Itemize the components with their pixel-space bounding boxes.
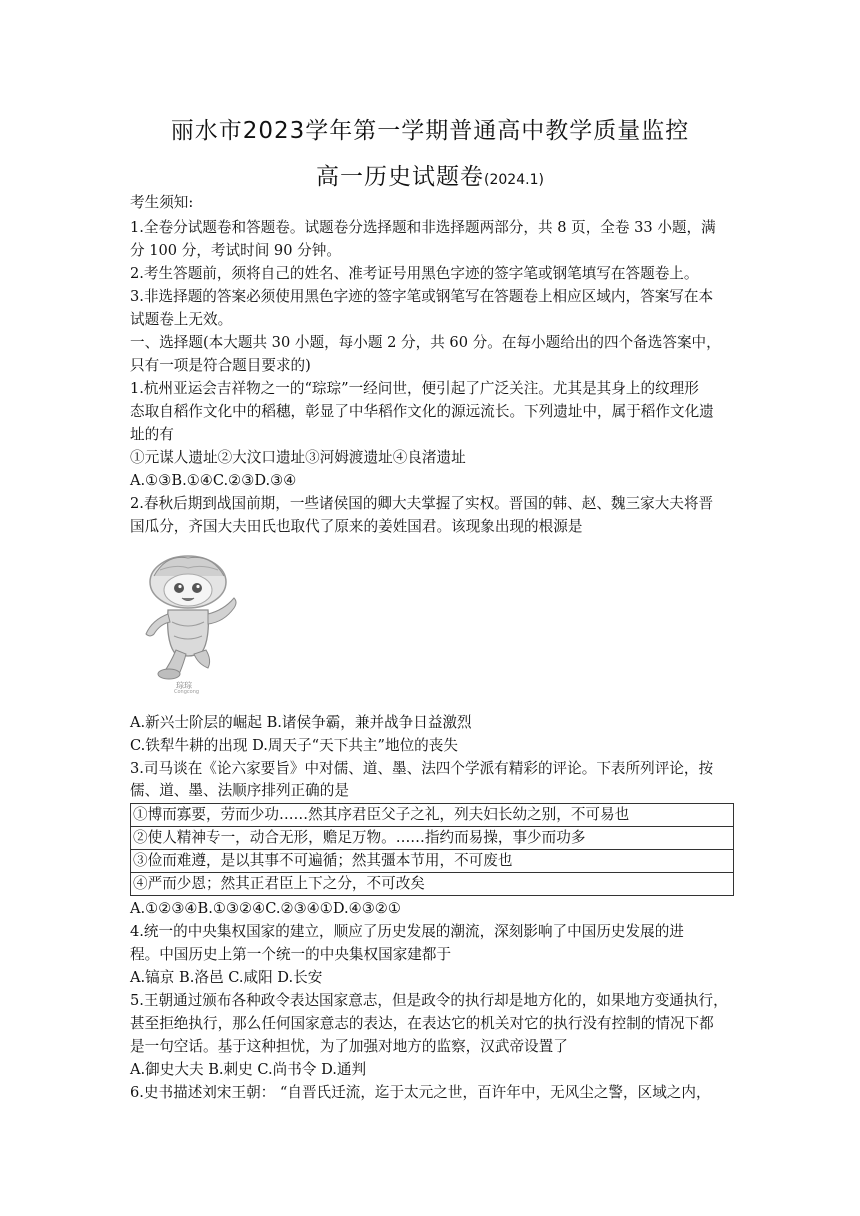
section-heading: 只有一项是符合题目要求的) [130,357,311,374]
notice-line: 1.全卷分试题卷和答题卷。试题卷分选择题和非选择题两部分，共 8 页，全卷 33 小题，满 [130,219,716,236]
q4-stem: 4.统一的中央集权国家的建立，顺应了历史发展的潮流，深刻影响了中国历史发展的进 [130,923,684,940]
table-row [131,827,734,850]
mascot-illustration [136,548,246,696]
table-cell: ③俭而难遵，是以其事不可遍循；然其彊本节用，不可废也 [131,850,734,873]
exam-date: (2024.1) [484,172,544,188]
q2-stem: 国瓜分，齐国大夫田氏也取代了原来的姜姓国君。该现象出现的根源是 [130,518,583,535]
q3-stem: 3.司马谈在《论六家要旨》中对儒、道、墨、法四个学派有精彩的评论。下表所列评论，按 [130,760,714,777]
notice-line: 分 100 分，考试时间 90 分钟。 [130,242,341,259]
q4-stem: 程。中国历史上第一个统一的中央集权国家建都于 [130,946,452,963]
subtitle-text: 高一历史试题卷 [316,164,485,190]
notice-heading: 考生须知: [130,194,194,211]
notice-line: 试题卷上无效。 [130,311,233,328]
q5-options: A.御史大夫 B.刺史 C.尚书令 D.通判 [130,1061,367,1078]
table-row [131,873,734,896]
q1-stem: 址的有 [130,426,174,443]
table-row [131,850,734,873]
exam-title: 丽水市2023学年第一学期普通高中教学质量监控 [170,118,690,144]
q5-stem: 是一句空话。基于这种担忧，为了加强对地方的监察，汉武帝设置了 [130,1038,568,1055]
q3-stem: 儒、道、墨、法顺序排列正确的是 [130,782,349,799]
q5-stem: 甚至拒绝执行，那么任何国家意志的表达，在表达它的机关对它的执行没有控制的情况下都 [130,1015,714,1032]
mascot-image [136,548,246,696]
mascot-caption: 琮琮 [176,681,192,690]
q3-options: A.①②③④B.①③②④C.②③④①D.④③②① [130,900,401,917]
q1-stem: 态取自稻作文化中的稻穗，彰显了中华稻作文化的源远流长。下列遗址中，属于稻作文化遗 [130,403,714,420]
q6-stem: 6.史书描述刘宋王朝： “自晋氏迁流，迄于太元之世，百许年中，无风尘之警，区域之内， [130,1084,711,1101]
q2-options: A.新兴士阶层的崛起 B.诸侯争霸，兼并战争日益激烈 [130,714,472,731]
q1-items: ①元谋人遗址②大汶口遗址③河姆渡遗址④良渚遗址 [130,449,466,466]
q3-quote-table [130,803,734,896]
exam-subtitle [0,158,860,191]
table-cell: ④严而少恩；然其正君臣上下之分，不可改矣 [131,873,734,896]
q1-options: A.①③B.①④C.②③D.③④ [130,472,297,489]
mascot-caption-en: Congcong [174,689,200,695]
notice-line: 3.非选择题的答案必须使用黑色字迹的签字笔或钢笔写在答题卷上相应区域内，答案写在本 [130,288,714,305]
table-cell: ①博而寡要，劳而少功……然其序君臣父子之礼，列夫妇长幼之别，不可易也 [131,804,734,827]
section-heading: 一、选择题(本大题共 30 小题，每小题 2 分，共 60 分。在每小题给出的四个备选答案中， [130,334,721,351]
table-cell: ②使人精神专一，动合无形，赡足万物。……指约而易操，事少而功多 [131,827,734,850]
q2-stem: 2.春秋后期到战国前期，一些诸侯国的卿大夫掌握了实权。晋国的韩、赵、魏三家大夫将晋 [130,495,714,512]
q4-options: A.镐京 B.洛邑 C.咸阳 D.长安 [130,969,323,986]
q1-stem: 1.杭州亚运会吉祥物之一的“琮琮”一经问世，便引起了广泛关注。尤其是其身上的纹理形 [130,380,699,397]
q5-stem: 5.王朝通过颁布各种政令表达国家意志，但是政令的执行却是地方化的，如果地方变通执行， [130,992,728,1009]
table-row [131,804,734,827]
notice-line: 2.考生答题前，须将自己的姓名、准考证号用黑色字迹的签字笔或钢笔填写在答题卷上。 [130,265,699,282]
q2-options: C.铁犁牛耕的出现 D.周天子“天下共主”地位的丧失 [130,737,458,754]
